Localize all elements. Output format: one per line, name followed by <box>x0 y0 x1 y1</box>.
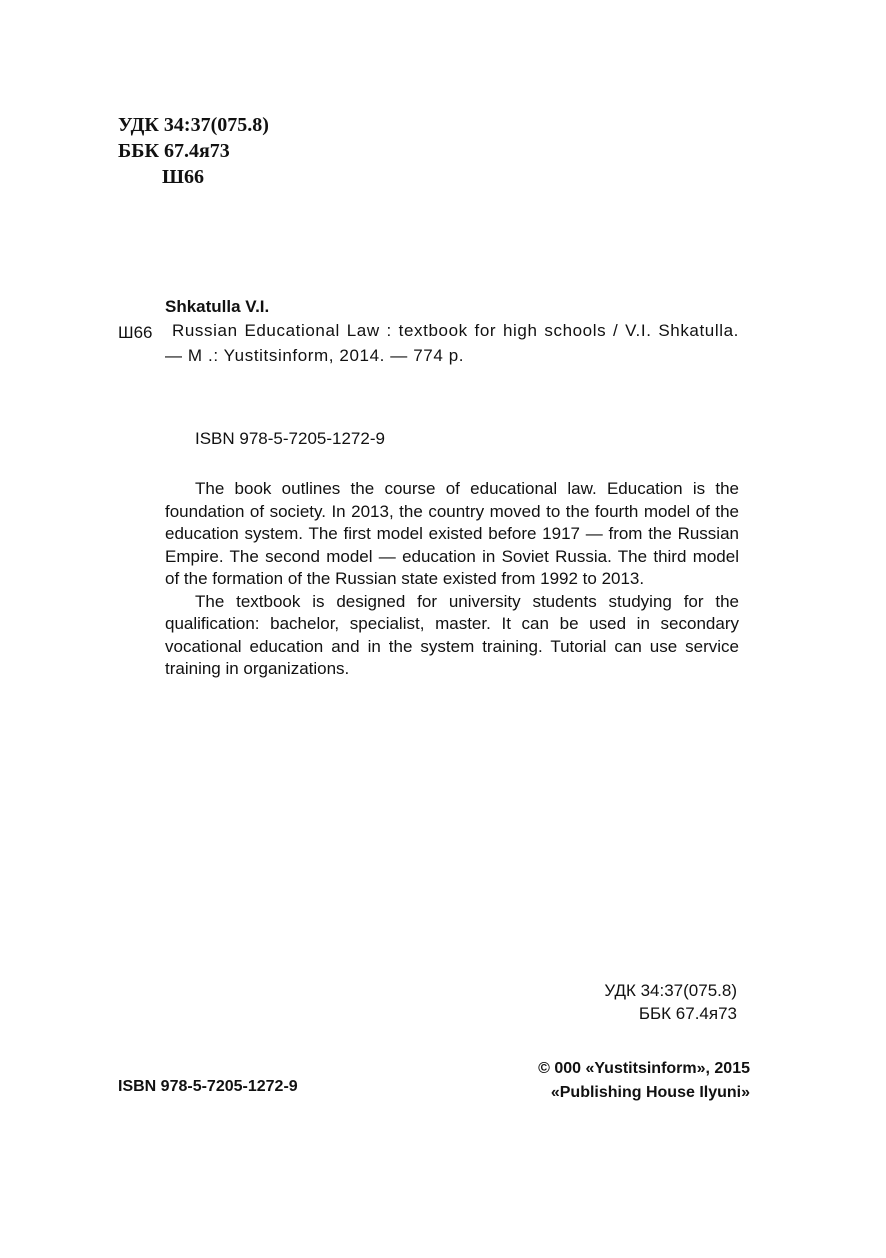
author-mark: Ш66 <box>162 166 204 188</box>
abstract-paragraph: The textbook is designed for university students studying for the qualification: bachelor, specialist, master. It can be used in secondary vocational education and in the system training. Tutorial can use service training in organizations. <box>165 591 739 678</box>
classification-block <box>118 112 269 190</box>
citation-text: Russian Educational Law : textbook for high schools / V.I. Shkatulla. — M .: Yustitsinform, 2014. — 774 p. <box>165 321 739 365</box>
copyright-line-2: «Publishing House Ilyuni» <box>550 1084 750 1101</box>
footer-udk: УДК 34:37(075.8) <box>604 981 737 1000</box>
bbk-code: ББК 67.4я73 <box>118 140 230 162</box>
footer-bbk: ББК 67.4я73 <box>638 1004 737 1023</box>
footer-isbn: ISBN 978-5-7205-1272-9 <box>118 1078 298 1095</box>
udk-code: УДК 34:37(075.8) <box>118 114 269 136</box>
abstract <box>165 478 739 681</box>
isbn-text: ISBN 978-5-7205-1272-9 <box>195 429 385 448</box>
copyright-line-1: © 000 «Yustitsinform», 2015 <box>538 1060 750 1077</box>
author-name: Shkatulla V.I. <box>165 297 270 316</box>
shelf-mark: Ш66 <box>118 323 153 342</box>
abstract-paragraph: The book outlines the course of educational law. Education is the foundation of society. In 2013, the country moved to the fourth model of the education system. The first model existed before 1917 — from the Russian Empire. The second model — education in Soviet Russia. The third model of the formation of the Russian state existed from 1992 to 2013. <box>165 479 739 588</box>
footer-codes <box>500 979 737 1025</box>
copyright-block <box>470 1057 750 1105</box>
